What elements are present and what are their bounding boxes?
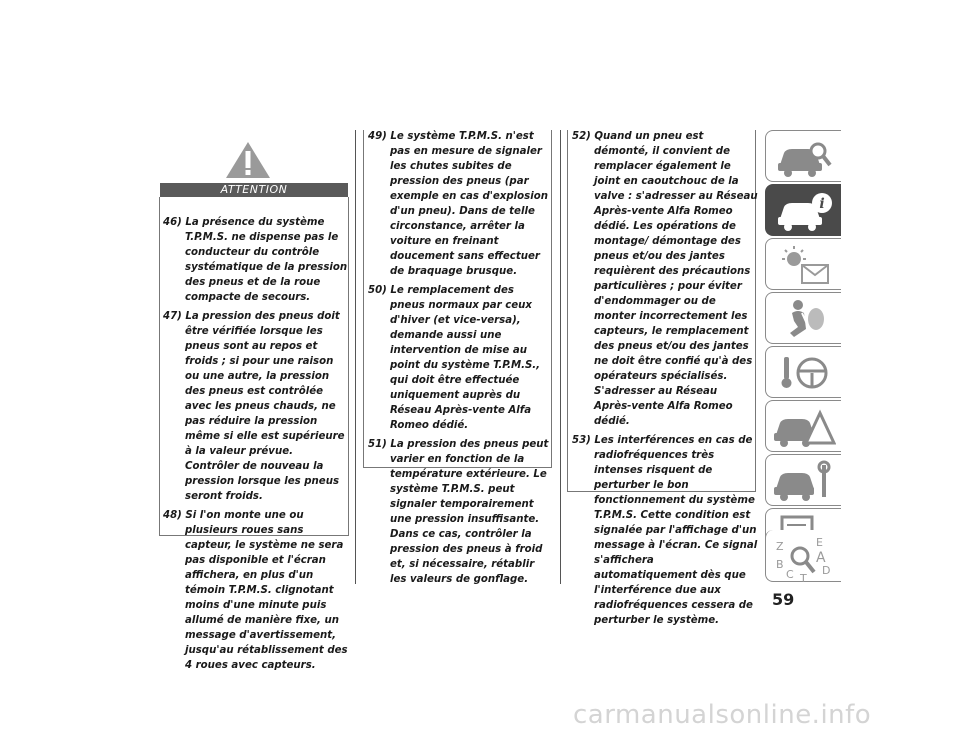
car-search-icon (772, 135, 836, 179)
attention-header: ATTENTION (160, 183, 348, 197)
steering-wheel-icon (772, 351, 836, 395)
side-tab-safety[interactable] (765, 292, 841, 344)
car-info-icon (772, 189, 836, 233)
warning-item-46: 46) La présence du système T.P.M.S. ne dispense pas le conducteur du contrôle systématique de la pression des pneus et de la roue compacte de secours. (163, 217, 348, 303)
side-tab-warning-lights[interactable] (765, 238, 841, 290)
index-letter: A (816, 550, 826, 566)
index-letter: C (786, 568, 794, 581)
index-letter: D (822, 564, 831, 577)
warning-list-2 (368, 129, 552, 591)
warning-triangle-icon (224, 140, 272, 180)
side-tab-maintenance[interactable] (765, 454, 841, 506)
warning-list-1 (163, 215, 349, 677)
warning-item-47: 47) La pression des pneus doit être vérifiée lorsque les pneus sont au repos et froids ; si pour une raison ou une autre, la pression des pneus est contrôlée avec les pneus chauds, ne pas réduire la pression même si elle est supérieure à la valeur prévue. Contrôler de nouveau la pression lorsque les pneus seront froids. (163, 311, 345, 502)
warning-item-53: 53) Les interférences en cas de radiofréquences très intenses risquent de perturber le bon fonctionnement du système T.P.M.S. Cette condition est signalée par l'affichage d'un message à l'écran. Ce signal s'affichera automatiquement dès que l'interférence due aux radiofréquences cessera de perturber le système. (572, 435, 758, 626)
side-tab-car-info[interactable] (765, 184, 841, 236)
index-letter: T (800, 572, 807, 582)
page-number: 59 (772, 590, 795, 609)
svg-text:i: i (819, 196, 825, 212)
warning-item-51: 51) La pression des pneus peut varier en fonction de la température extérieure. Le système T.P.M.S. peut signaler temporairement une pression insuffisante. Dans ce cas, contrôler la pression des pneus à froid et, si nécessaire, rétablir les valeurs de gonflage. (368, 439, 549, 585)
warning-item-48: 48) Si l'on monte une ou plusieurs roues sans capteur, le système ne sera pas disponible et l'écran affichera, en plus d'un témoin T.P.M.S. clignotant moins d'une minute puis allumé de manière fixe, un message d'avertissement, jusqu'au rétablissement des 4 roues avec capteurs. (163, 510, 348, 671)
warning-item-52: 52) Quand un pneu est démonté, il convient de remplacer également le joint en caoutchouc de la valve : s'adresser au Réseau Après-vente Alfa Romeo dédié. Les opérations de montage/ démontage des pneus et/ou des jantes requièrent des précautions particulières ; pour éviter d'endommager ou de monter incorrectement les capteurs, le remplacement des pneus et/ou des jantes ne doit être confié qu'à des opérateurs spécialisés. S'adresser au Réseau Après-vente Alfa Romeo dédié. (572, 131, 758, 427)
warning-lights-icon (772, 243, 836, 287)
watermark: carmanualsonline.info (573, 700, 872, 730)
column-divider (560, 130, 561, 584)
side-tab-knowing-car[interactable] (765, 130, 841, 182)
warning-list-3 (572, 129, 758, 632)
side-tab-starting-driving[interactable] (765, 346, 841, 398)
warning-item-49: 49) Le système T.P.M.S. n'est pas en mesure de signaler les chutes subites de pression des pneus (par exemple en cas d'explosion d'un pneu). Dans de telle circonstance, arrêter la voiture en freinant doucement sans effectuer de braquage brusque. (368, 131, 548, 277)
car-emergency-icon (772, 405, 836, 449)
warning-item-50: 50) Le remplacement des pneus normaux par ceux d'hiver (et vice-versa), demande aussi une intervention de mise au point du système T.P.M.S., qui doit être effectuée uniquement auprès du Réseau Après-vente Alfa Romeo dédié. (368, 285, 541, 431)
column-divider (355, 130, 356, 584)
index-letter: Z (776, 540, 784, 553)
index-icon (772, 534, 836, 582)
index-letter: B (776, 558, 784, 571)
side-tab-index[interactable] (765, 530, 841, 582)
passenger-safety-icon (772, 297, 836, 341)
index-letter: E (816, 536, 823, 549)
side-tab-emergency[interactable] (765, 400, 841, 452)
car-maintenance-icon (772, 459, 836, 503)
